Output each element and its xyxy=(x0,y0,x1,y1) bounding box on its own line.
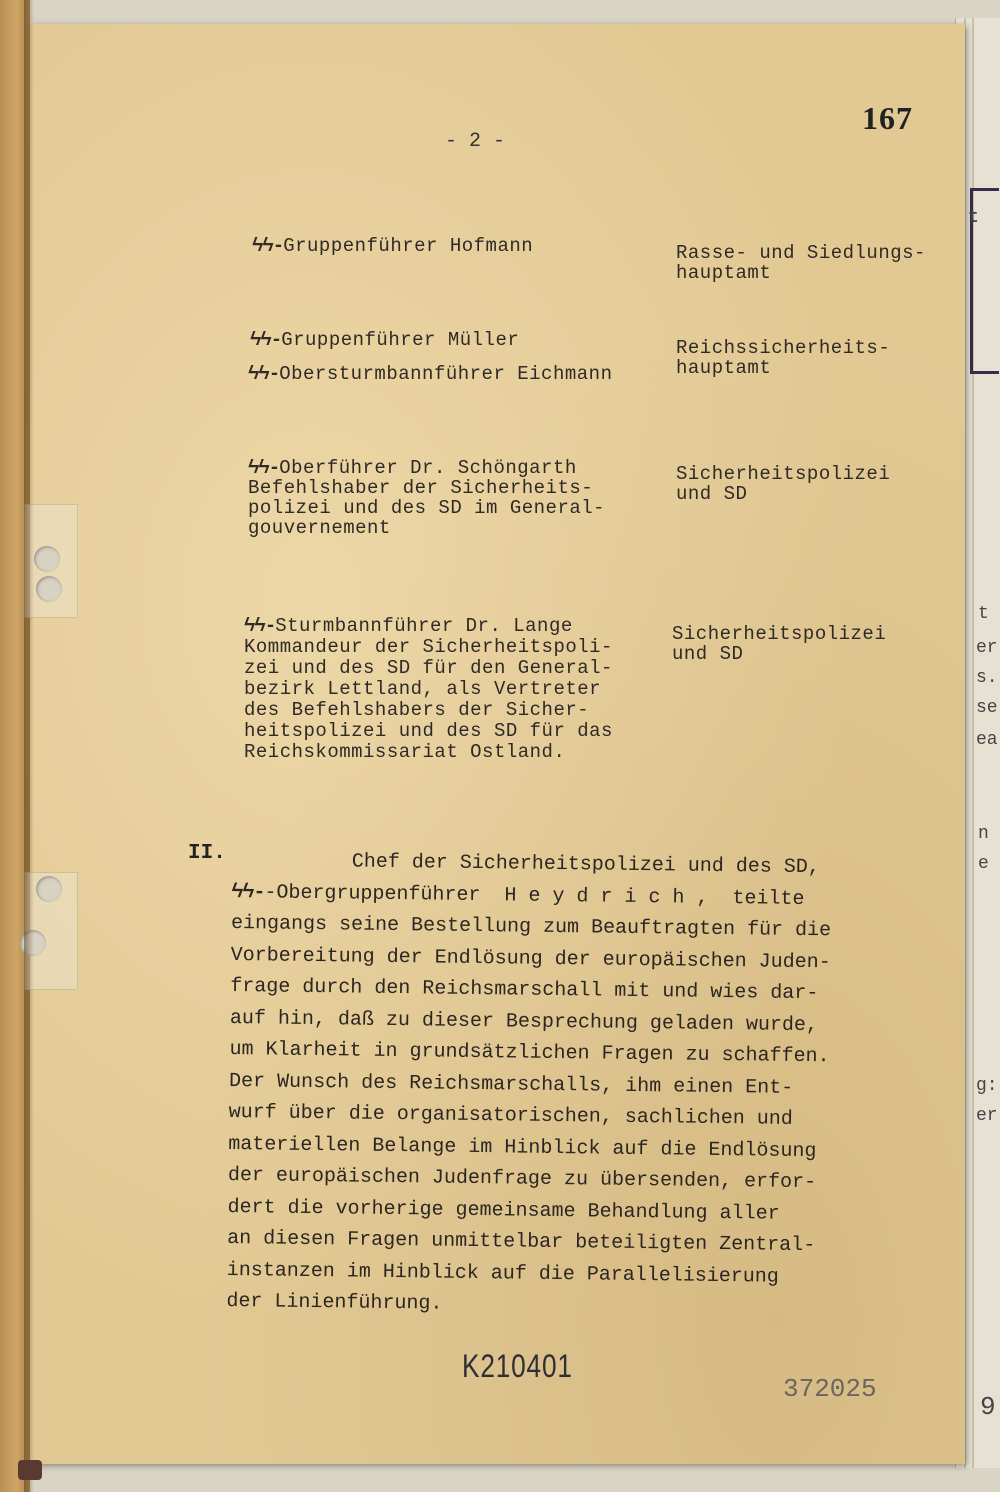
paragraph-line: an diesen Fragen unmittelbar beteiligten Zentral- xyxy=(227,1226,816,1258)
paragraph-line: Chef der Sicherheitspolizei und des SD, xyxy=(231,848,821,880)
participant-line: ϟϟ-Obersturmbannführer Eichmann xyxy=(248,363,613,385)
paragraph-line: ϟϟ--Obergruppenführer H e y d r i c h , teilte xyxy=(231,880,805,911)
punch-hole xyxy=(36,576,62,602)
edge-fragment: e xyxy=(978,854,989,874)
paragraph-line: Vorbereitung der Endlösung der europäischen Juden- xyxy=(230,943,831,974)
agency-line: Rasse- und Siedlungs- xyxy=(676,242,926,264)
edge-fragment: t xyxy=(978,604,989,624)
paragraph-line: wurf über die organisatorischen, sachlichen und xyxy=(228,1100,793,1131)
edge-fragment: g: xyxy=(976,1076,998,1096)
participant-line: heitspolizei und des SD für das xyxy=(244,720,613,742)
participant-line: ϟϟ-Oberführer Dr. Schöngarth xyxy=(248,457,577,479)
agency-line: Sicherheitspolizei xyxy=(676,463,891,485)
edge-fragment: 9 xyxy=(980,1392,996,1422)
agency-line: und SD xyxy=(672,643,744,665)
paragraph-line: auf hin, daß zu dieser Besprechung geladen wurde, xyxy=(229,1006,819,1037)
agency-line: und SD xyxy=(676,483,748,505)
participant-line: polizei und des SD im General- xyxy=(248,497,606,519)
paragraph-line: eingangs seine Bestellung zum Beauftragten für die xyxy=(230,911,832,943)
participant-line: ϟϟ-Gruppenführer Hofmann xyxy=(252,235,534,257)
edge-fragment: n xyxy=(978,824,989,844)
page-number: 167 xyxy=(862,100,913,136)
edge-fragment: s. xyxy=(976,668,998,688)
edge-fragment: er xyxy=(976,1106,998,1126)
agency-line: Reichssicherheits- xyxy=(676,337,891,359)
participant-line: gouvernement xyxy=(248,517,391,539)
paragraph-line: Der Wunsch des Reichsmarschalls, ihm einen Ent- xyxy=(228,1069,794,1100)
paragraph-line: instanzen im Hinblick auf die Parallelisierung xyxy=(226,1258,780,1289)
participant-line: zei und des SD für den General- xyxy=(244,657,613,679)
edge-fragment: er xyxy=(976,638,998,658)
document-stamp-number: K210401 xyxy=(462,1348,573,1384)
paragraph-line: der Linienführung. xyxy=(226,1289,443,1316)
paragraph-line: der europäischen Judenfrage zu übersenden, erfor- xyxy=(227,1163,817,1195)
agency-line: hauptamt xyxy=(676,357,772,379)
binder-shadow xyxy=(24,0,34,1492)
edge-fragment: t xyxy=(968,208,979,228)
participant-line: Reichskommissariat Ostland. xyxy=(244,741,566,763)
archive-number: 372025 xyxy=(783,1374,877,1404)
punch-hole xyxy=(36,876,62,902)
section-paragraph xyxy=(226,845,882,1325)
participant-line: bezirk Lettland, als Vertreter xyxy=(244,678,602,700)
edge-fragment: se xyxy=(976,698,998,718)
participant-line: ϟϟ-Sturmbannführer Dr. Lange xyxy=(244,615,573,637)
participant-line: Kommandeur der Sicherheitspoli- xyxy=(244,636,613,658)
section-number: II. xyxy=(188,842,226,865)
agency-line: hauptamt xyxy=(676,262,772,284)
edge-fragment: ea xyxy=(976,730,998,750)
agency-line: Sicherheitspolizei xyxy=(672,623,887,645)
participant-line: ϟϟ-Gruppenführer Müller xyxy=(250,329,520,351)
binder-clip xyxy=(18,1460,42,1480)
paragraph-line: dert die vorherige gemeinsame Behandlung aller xyxy=(227,1195,780,1226)
paragraph-line: um Klarheit in grundsätzlichen Fragen zu schaffen. xyxy=(229,1037,830,1069)
participant-line: des Befehlshabers der Sicher- xyxy=(244,699,590,721)
page-header: - 2 - xyxy=(445,130,506,153)
punch-hole xyxy=(34,546,60,572)
paragraph-line: frage durch den Reichsmarschall mit und wies dar- xyxy=(230,974,819,1006)
paragraph-line: materiellen Belange im Hinblick auf die Endlösung xyxy=(228,1132,817,1163)
participant-line: Befehlshaber der Sicherheits- xyxy=(248,477,594,499)
